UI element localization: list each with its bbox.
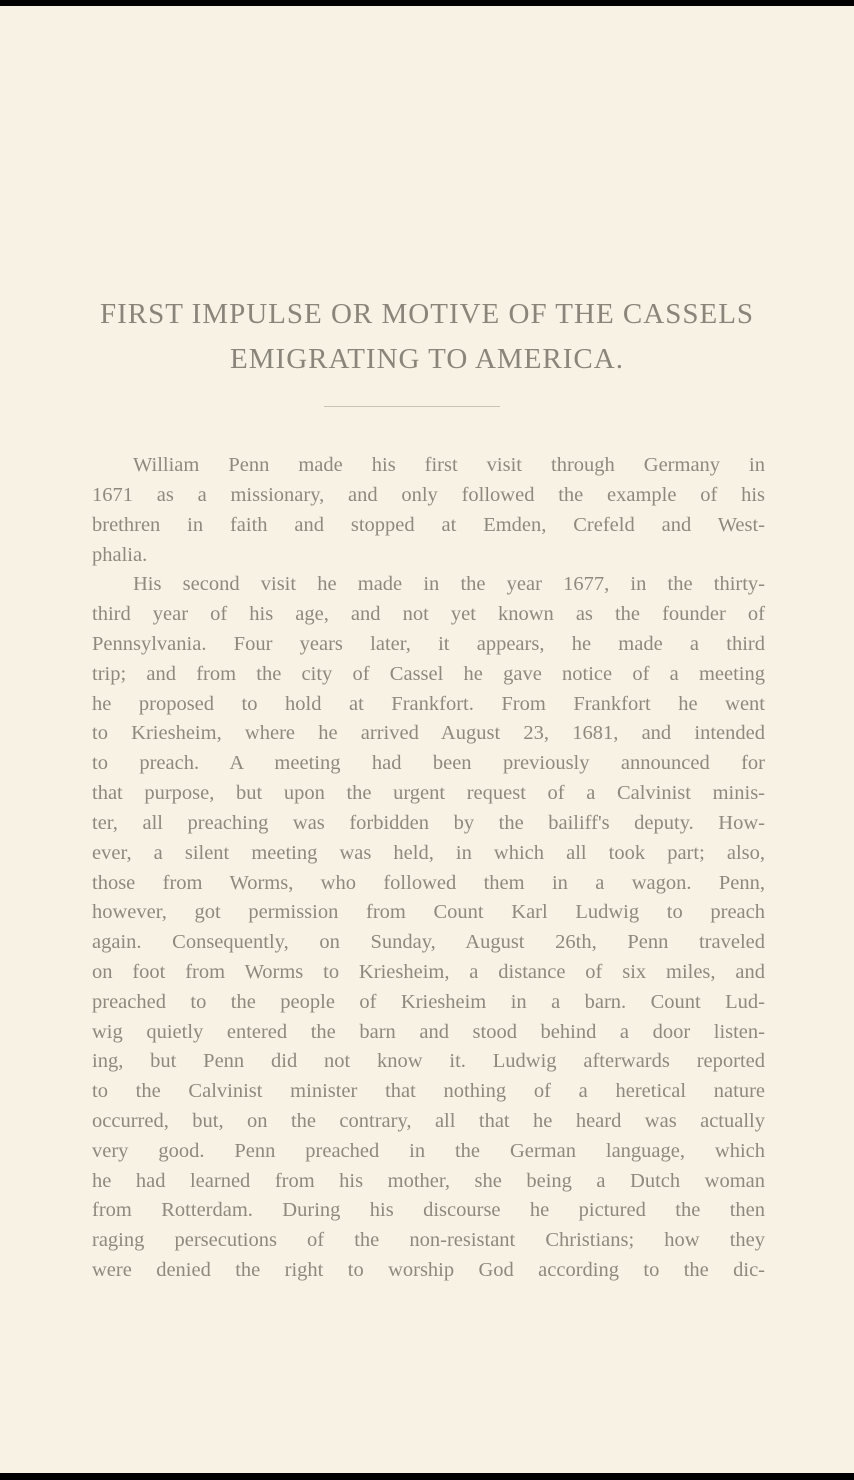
text-line: Pennsylvania. Four years later, it appears, he made a third bbox=[92, 633, 765, 655]
title-divider bbox=[324, 406, 500, 407]
text-line: again. Consequently, on Sunday, August 26th, Penn traveled bbox=[92, 931, 765, 953]
text-line: that purpose, but upon the urgent request of a Calvinist minis- bbox=[92, 782, 765, 804]
text-line: he proposed to hold at Frankfort. From Frankfort he went bbox=[92, 693, 765, 715]
chapter-title-line-2: EMIGRATING TO AMERICA. bbox=[230, 343, 624, 375]
chapter-title-line-1: FIRST IMPULSE OR MOTIVE OF THE CASSELS bbox=[99, 298, 755, 330]
text-line: on foot from Worms to Kriesheim, a distance of six miles, and bbox=[92, 961, 765, 983]
text-line: were denied the right to worship God according to the dic- bbox=[92, 1259, 765, 1281]
text-line: those from Worms, who followed them in a wagon. Penn, bbox=[92, 872, 765, 894]
text-line: phalia. bbox=[92, 544, 148, 566]
text-line: His second visit he made in the year 1677, in the thirty- bbox=[133, 573, 765, 595]
text-line: wig quietly entered the barn and stood behind a door listen- bbox=[92, 1021, 765, 1043]
text-line: to the Calvinist minister that nothing of a heretical nature bbox=[92, 1080, 765, 1102]
text-line: ing, but Penn did not know it. Ludwig afterwards reported bbox=[92, 1050, 765, 1072]
text-line: he had learned from his mother, she being a Dutch woman bbox=[92, 1170, 765, 1192]
text-line: trip; and from the city of Cassel he gave notice of a meeting bbox=[92, 663, 765, 685]
text-line: however, got permission from Count Karl Ludwig to preach bbox=[92, 901, 765, 923]
book-page bbox=[0, 6, 854, 1473]
text-line: from Rotterdam. During his discourse he pictured the then bbox=[92, 1199, 765, 1221]
text-line: to preach. A meeting had been previously announced for bbox=[92, 752, 765, 774]
text-line: ever, a silent meeting was held, in which all took part; also, bbox=[92, 842, 765, 864]
text-line: occurred, but, on the contrary, all that he heard was actually bbox=[92, 1110, 765, 1132]
text-line: third year of his age, and not yet known as the founder of bbox=[92, 603, 765, 625]
text-line: brethren in faith and stopped at Emden, Crefeld and West- bbox=[92, 514, 765, 536]
text-line: preached to the people of Kriesheim in a barn. Count Lud- bbox=[92, 991, 765, 1013]
text-line: very good. Penn preached in the German language, which bbox=[92, 1140, 765, 1162]
text-line: William Penn made his first visit through Germany in bbox=[133, 454, 765, 476]
text-line: to Kriesheim, where he arrived August 23, 1681, and intended bbox=[92, 722, 765, 744]
text-line: 1671 as a missionary, and only followed the example of his bbox=[92, 484, 765, 506]
text-line: ter, all preaching was forbidden by the bailiff's deputy. How- bbox=[92, 812, 765, 834]
text-line: raging persecutions of the non-resistant Christians; how they bbox=[92, 1229, 765, 1251]
